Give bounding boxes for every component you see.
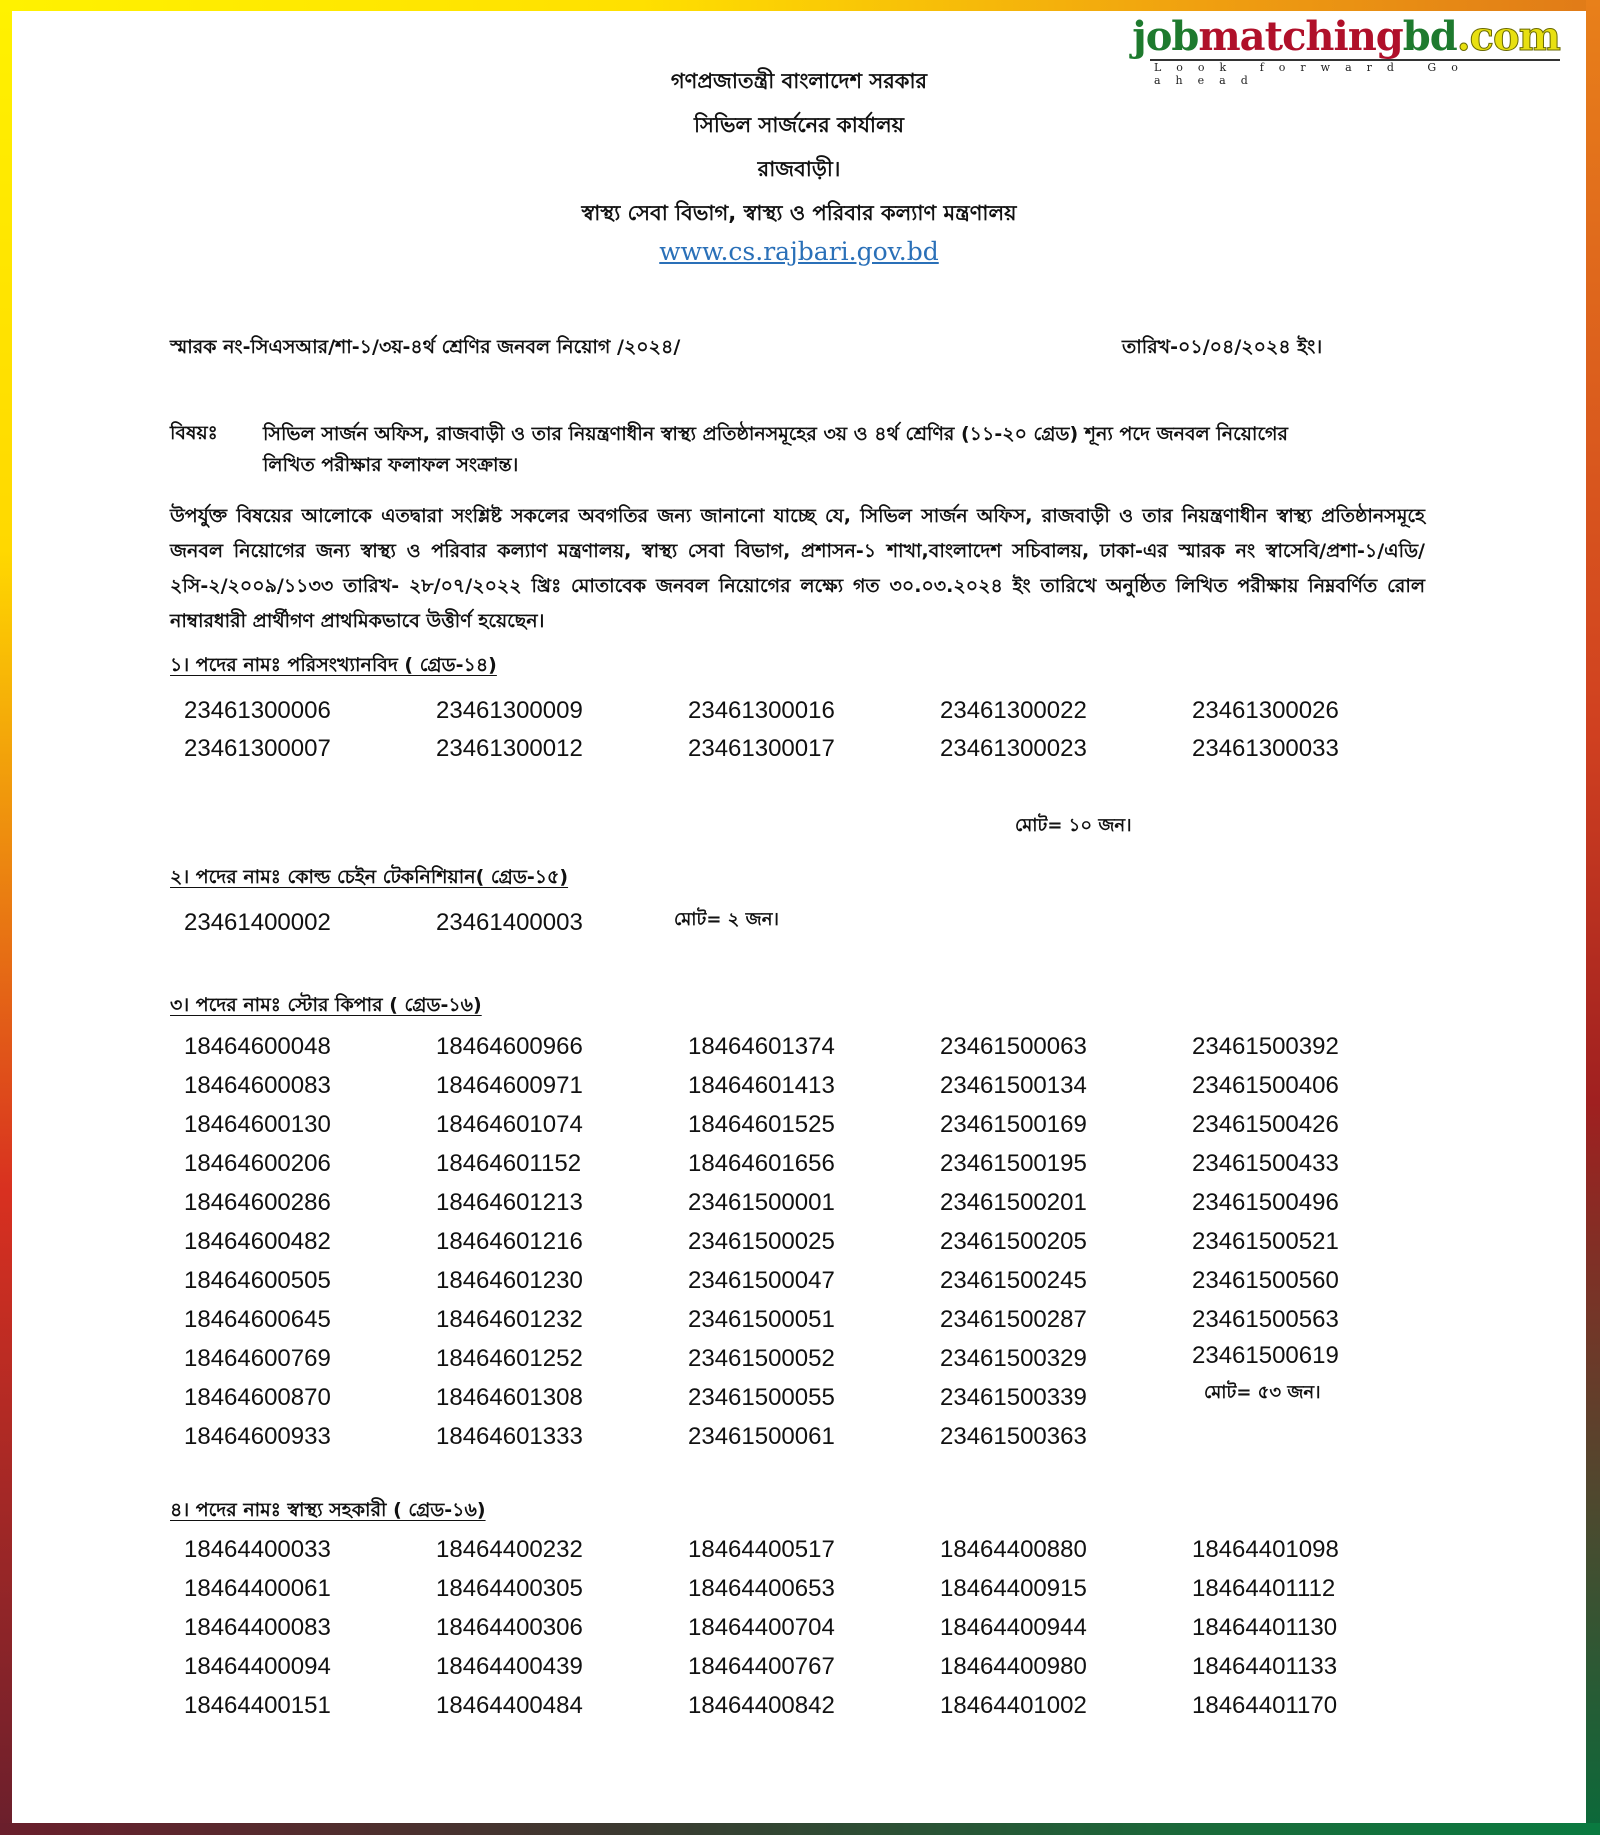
roll-number: 18464400033 [184,1536,331,1563]
total-statistician: মোট= ১০ জন। [1015,815,1132,836]
roll-number: 23461300009 [436,697,583,724]
roll-number: 23461500055 [688,1384,835,1411]
subject-text: সিভিল সার্জন অফিস, রাজবাড়ী ও তার নিয়ন্ত্রণাধীন স্বাস্থ্য প্রতিষ্ঠানসমূহের ৩য় ও ৪র্থ শ্রেণির (১১-২০ গ্রেড) শূন্য পদে জনবল নিয়োগের লিখিত পরীক্ষার ফলাফল সংক্রান্ত। [263,423,1288,476]
district-name: রাজবাড়ী। [757,157,841,181]
roll-number: 18464601252 [436,1345,583,1372]
brand-part-com: .com [1456,13,1560,60]
roll-number: 23461500047 [688,1267,835,1294]
roll-number: 23461300017 [688,735,835,762]
section-title-store-keeper: ৩। পদের নামঃ স্টোর কিপার ( গ্রেড-১৬) [170,994,482,1016]
frame-border-left [0,0,12,1835]
document-page [12,11,1586,1823]
roll-number: 23461500560 [1192,1267,1339,1294]
roll-number: 23461500063 [940,1033,1087,1060]
roll-number: 23461400003 [436,909,583,936]
roll-number: 23461500195 [940,1150,1087,1177]
section-title-cold-chain-technician: ২। পদের নামঃ কোল্ড চেইন টেকনিশিয়ান( গ্রেড-১৫) [170,866,569,888]
roll-number: 23461400002 [184,909,331,936]
roll-number: 18464400484 [436,1692,583,1719]
roll-number: 18464401130 [1192,1614,1338,1641]
roll-number: 18464600966 [436,1033,583,1060]
roll-number: 23461500363 [940,1423,1087,1450]
ministry-name: স্বাস্থ্য সেবা বিভাগ, স্বাস্থ্য ও পরিবার কল্যাণ মন্ত্রণালয় [581,201,1017,225]
roll-number: 23461500061 [688,1423,835,1450]
roll-number: 18464601216 [436,1228,583,1255]
roll-number: 18464400151 [184,1692,331,1719]
memo-date: তারিখ-০১/০৪/২০২৪ ইং। [1122,336,1323,358]
roll-number: 18464400094 [184,1653,331,1680]
roll-number: 18464401133 [1192,1653,1338,1680]
roll-number: 23461300026 [1192,697,1339,724]
roll-number: 18464600206 [184,1150,331,1177]
frame-border-bottom [0,1823,1600,1835]
roll-number: 18464600482 [184,1228,331,1255]
brand-part-bd: bd [1402,13,1457,60]
roll-number: 23461500169 [940,1111,1087,1138]
roll-number: 23461500339 [940,1384,1087,1411]
memo-number: স্মারক নং-সিএসআর/শা-১/৩য়-৪র্থ শ্রেণির জনবল নিয়োগ /২০২৪/ [170,336,681,358]
roll-number: 23461300012 [436,735,583,762]
roll-number: 18464600645 [184,1306,331,1333]
roll-number: 18464400306 [436,1614,583,1641]
total-cold-chain-technician: মোট= ২ জন। [674,909,779,930]
roll-number: 18464600971 [436,1072,583,1099]
body-paragraph: উপর্যুক্ত বিষয়ের আলোকে এতদ্বারা সংশ্লিষ্ট সকলের অবগতির জন্য জানানো যাচ্ছে যে, সিভিল সার্জন অফিস, রাজবাড়ী ও তার নিয়ন্ত্রণাধীন স্বাস্থ্য প্রতিষ্ঠানসমূহে জনবল নিয়োগের জন্য স্বাস্থ্য ও পরিবার কল্যাণ মন্ত্রণালয়, স্বাস্থ্য সেবা বিভাগ, প্রশাসন-১ শাখা,বাংলাদেশ সচিবালয়, ঢাকা-এর স্মারক নং স্বাসেবি/প্রশা-১/এডি/২সি-২/২০০৯/১১৩৩ তারিখ- ২৮/০৭/২০২২ খ্রিঃ মোতাবেক জনবল নিয়োগের লক্ষ্যে গত ৩০.০৩.২০২৪ ইং তারিখে অনুষ্ঠিত লিখিত পরীক্ষায় নিম্নবর্ণিত রোল নাম্বারধারী প্রার্থীগণ প্রাথমিকভাবে উত্তীর্ণ হয়েছেন। [170,505,1425,632]
subject-label: বিষয়ঃ [170,422,218,444]
roll-number: 18464400767 [688,1653,835,1680]
roll-number: 18464401002 [940,1692,1087,1719]
roll-number: 23461500392 [1192,1033,1339,1060]
brand-part-matching: matching [1198,13,1403,60]
total-store-keeper: মোট= ৫৩ জন। [1204,1382,1321,1403]
roll-number: 18464601413 [688,1072,835,1099]
roll-number: 18464400944 [940,1614,1087,1641]
roll-number: 23461500134 [940,1072,1087,1099]
roll-number: 18464601074 [436,1111,583,1138]
roll-number: 23461500521 [1192,1228,1339,1255]
roll-number: 18464400305 [436,1575,583,1602]
roll-number: 23461500245 [940,1267,1087,1294]
roll-number: 18464600048 [184,1033,331,1060]
roll-number: 18464400653 [688,1575,835,1602]
roll-number: 23461300023 [940,735,1087,762]
roll-number: 18464401170 [1192,1692,1338,1719]
roll-number: 18464600286 [184,1189,331,1216]
roll-number: 18464600130 [184,1111,331,1138]
roll-number: 18464400083 [184,1614,331,1641]
roll-number: 18464400704 [688,1614,835,1641]
roll-number: 23461500496 [1192,1189,1339,1216]
roll-number: 18464601374 [688,1033,835,1060]
roll-number: 23461500052 [688,1345,835,1372]
roll-number: 23461500426 [1192,1111,1339,1138]
roll-number: 23461500619 [1192,1342,1339,1369]
roll-number: 23461500051 [688,1306,835,1333]
roll-number: 18464401098 [1192,1536,1339,1563]
roll-number: 18464400915 [940,1575,1087,1602]
roll-number: 18464400232 [436,1536,583,1563]
roll-number: 23461300007 [184,735,331,762]
roll-number: 23461500563 [1192,1306,1339,1333]
roll-number: 23461500329 [940,1345,1087,1372]
roll-number: 23461300006 [184,697,331,724]
frame-border-top [0,0,1600,11]
frame-border-right [1586,0,1600,1835]
roll-number: 18464400842 [688,1692,835,1719]
website-link[interactable]: www.cs.rajbari.gov.bd [659,237,939,266]
govt-name: গণপ্রজাতন্ত্রী বাংলাদেশ সরকার [670,69,928,93]
watermark-brand [1130,15,1560,59]
roll-number: 23461300022 [940,697,1087,724]
roll-number: 18464400880 [940,1536,1087,1563]
roll-number: 18464601230 [436,1267,583,1294]
roll-number: 18464400439 [436,1653,583,1680]
roll-number: 18464601213 [436,1189,583,1216]
roll-number: 18464400061 [184,1575,331,1602]
roll-number: 18464600870 [184,1384,331,1411]
roll-number: 23461300033 [1192,735,1339,762]
watermark-tagline: Look forward Go ahead [1150,59,1560,87]
roll-number: 23461300016 [688,697,835,724]
roll-number: 18464601308 [436,1384,583,1411]
roll-number: 18464601656 [688,1150,835,1177]
office-name: সিভিল সার্জনের কার্যালয় [693,113,905,137]
section-title-health-assistant: ৪। পদের নামঃ স্বাস্থ্য সহকারী ( গ্রেড-১৬) [170,1499,486,1521]
roll-number: 23461500406 [1192,1072,1339,1099]
roll-number: 23461500433 [1192,1150,1339,1177]
roll-number: 18464601152 [436,1150,582,1177]
roll-number: 18464601333 [436,1423,583,1450]
roll-number: 18464600505 [184,1267,331,1294]
roll-number: 18464601525 [688,1111,835,1138]
brand-part-job: job [1132,13,1199,60]
section-title-statistician: ১। পদের নামঃ পরিসংখ্যানবিদ ( গ্রেড-১৪) [170,654,497,676]
roll-number: 18464400517 [688,1536,835,1563]
roll-number: 18464400980 [940,1653,1087,1680]
roll-number: 23461500201 [940,1189,1087,1216]
roll-number: 23461500287 [940,1306,1087,1333]
roll-number: 18464401112 [1192,1575,1336,1602]
roll-number: 18464600083 [184,1072,331,1099]
roll-number: 18464600769 [184,1345,331,1372]
roll-number: 23461500205 [940,1228,1087,1255]
roll-number: 18464601232 [436,1306,583,1333]
roll-number: 23461500025 [688,1228,835,1255]
roll-number: 18464600933 [184,1423,331,1450]
roll-number: 23461500001 [688,1189,835,1216]
